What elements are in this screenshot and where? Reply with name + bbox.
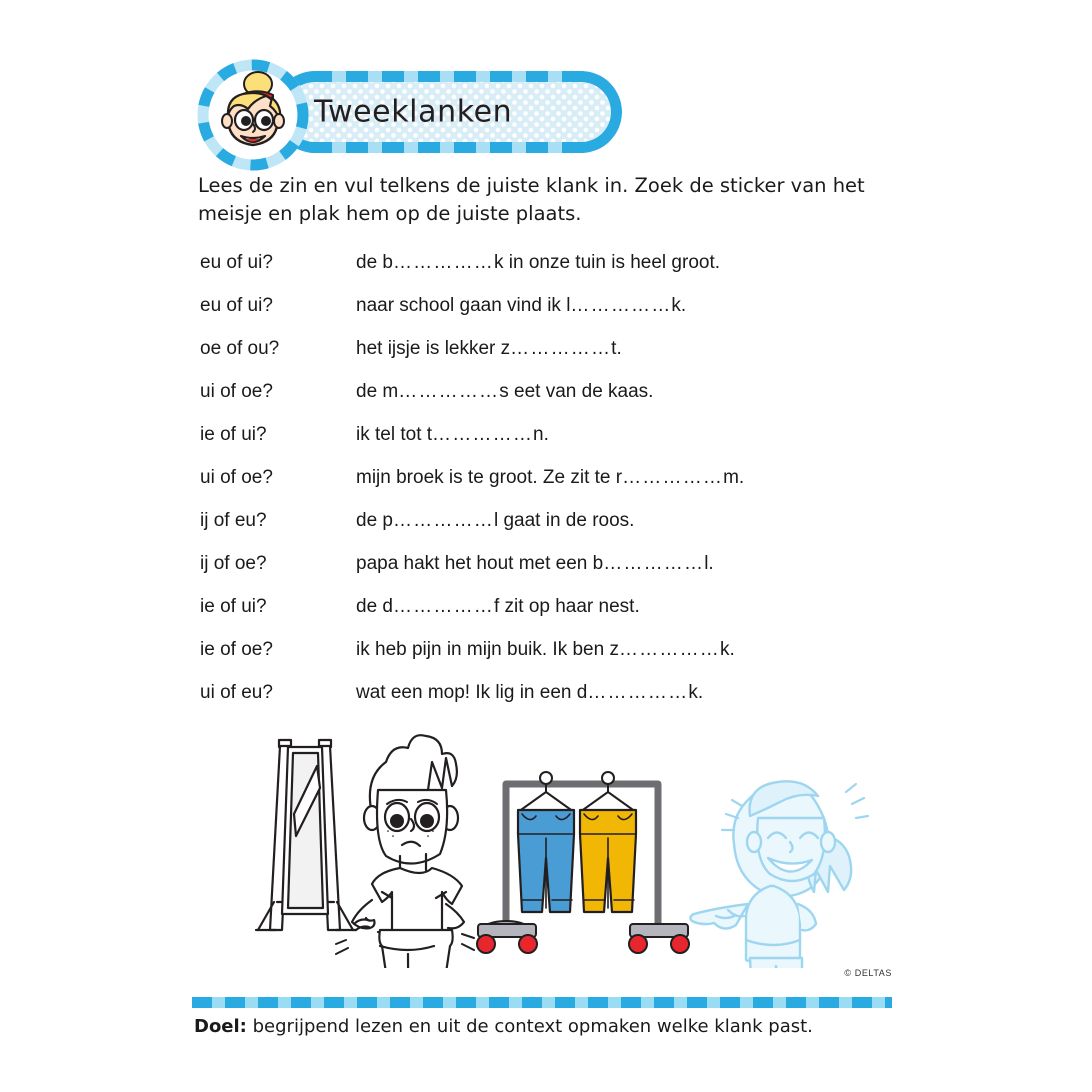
answer-blank[interactable]: …………… <box>398 381 500 402</box>
exercise-prompt: ie of ui? <box>200 596 267 617</box>
exercise-sentence <box>356 510 634 532</box>
sentence-before: het ijsje is lekker z <box>356 338 511 359</box>
sentence-before: papa hakt het hout met een b <box>356 553 604 574</box>
answer-blank[interactable]: …………… <box>618 639 720 660</box>
exercise-row <box>200 639 900 682</box>
exercise-sentence <box>356 252 720 274</box>
standing-mirror-icon <box>256 740 356 930</box>
exercise-row <box>200 510 900 553</box>
exercise-row <box>200 338 900 381</box>
exercise-prompt: ui of oe? <box>200 381 273 402</box>
boy-figure-icon <box>336 735 474 968</box>
sentence-before: mijn broek is te groot. Ze zit te r <box>356 467 623 488</box>
goal-description: begrijpend lezen en uit de context opmaken welke klank past. <box>246 1016 813 1037</box>
footer-divider <box>192 997 892 1008</box>
exercise-prompt: eu of ui? <box>200 252 273 273</box>
answer-blank[interactable]: …………… <box>392 252 494 273</box>
sentence-before: ik heb pijn in mijn buik. Ik ben z <box>356 639 619 660</box>
exercise-row <box>200 553 900 596</box>
exercise-sentence <box>356 381 653 403</box>
sentence-before: ik tel tot t <box>356 424 433 445</box>
exercise-sentence <box>356 424 549 446</box>
sentence-after: k. <box>671 295 687 316</box>
page-title: Tweeklanken <box>314 94 513 130</box>
sentence-after: n. <box>533 424 549 445</box>
illustration <box>250 718 880 968</box>
sentence-before: de m <box>356 381 399 402</box>
goal-text <box>194 1016 813 1037</box>
answer-blank[interactable]: …………… <box>432 424 534 445</box>
sentence-before: wat een mop! Ik lig in een d <box>356 682 588 703</box>
pill-cap-right <box>578 71 622 153</box>
exercise-sentence <box>356 682 703 704</box>
sentence-after: t. <box>611 338 622 359</box>
sentence-before: de d <box>356 596 393 617</box>
exercise-row <box>200 252 900 295</box>
sentence-after: k in onze tuin is heel groot. <box>493 252 721 273</box>
sentence-after: k. <box>688 682 704 703</box>
exercise-prompt: ui of oe? <box>200 467 273 488</box>
goal-label: Doel: <box>194 1016 247 1037</box>
sentence-after: k. <box>719 639 735 660</box>
exercise-row <box>200 467 900 510</box>
girl-sticker-placeholder-icon <box>690 781 868 968</box>
exercise-prompt: ij of oe? <box>200 553 267 574</box>
instruction-text: Lees de zin en vul telkens de juiste klank in. Zoek de sticker van het meisje en plak hem op de juiste plaats. <box>198 174 865 225</box>
girl-face-icon <box>196 58 310 172</box>
exercise-row <box>200 381 900 424</box>
answer-blank[interactable]: …………… <box>603 553 705 574</box>
exercise-row <box>200 295 900 338</box>
exercise-list <box>200 252 900 725</box>
exercise-prompt: ij of eu? <box>200 510 267 531</box>
exercise-sentence <box>356 596 640 618</box>
exercise-prompt: ui of eu? <box>200 682 273 703</box>
answer-blank[interactable]: …………… <box>622 467 724 488</box>
worksheet-header <box>196 58 626 166</box>
sentence-after: l gaat in de roos. <box>493 510 635 531</box>
exercise-sentence <box>356 553 714 575</box>
sentence-after: m. <box>723 467 745 488</box>
exercise-prompt: oe of ou? <box>200 338 280 359</box>
answer-blank[interactable]: …………… <box>510 338 612 359</box>
copyright-notice: © DELTAS <box>844 968 892 978</box>
exercise-row <box>200 424 900 467</box>
exercise-sentence <box>356 467 744 489</box>
answer-blank[interactable]: …………… <box>570 295 672 316</box>
sentence-before: naar school gaan vind ik l <box>356 295 571 316</box>
answer-blank[interactable]: …………… <box>392 510 494 531</box>
exercise-sentence <box>356 295 686 317</box>
exercise-prompt: ie of ui? <box>200 424 267 445</box>
exercise-prompt: eu of ui? <box>200 295 273 316</box>
answer-blank[interactable]: …………… <box>392 596 494 617</box>
clothing-rack-icon <box>477 772 689 953</box>
sentence-before: de p <box>356 510 393 531</box>
answer-blank[interactable]: …………… <box>587 682 689 703</box>
exercise-sentence <box>356 639 735 661</box>
exercise-row <box>200 596 900 639</box>
sentence-after: l. <box>704 553 714 574</box>
pill-dash-bottom <box>274 142 622 153</box>
sentence-after: f zit op haar nest. <box>493 596 640 617</box>
sentence-before: de b <box>356 252 393 273</box>
exercise-prompt: ie of oe? <box>200 639 273 660</box>
exercise-sentence <box>356 338 622 360</box>
pill-dash-top <box>274 71 622 82</box>
sentence-after: s eet van de kaas. <box>499 381 654 402</box>
